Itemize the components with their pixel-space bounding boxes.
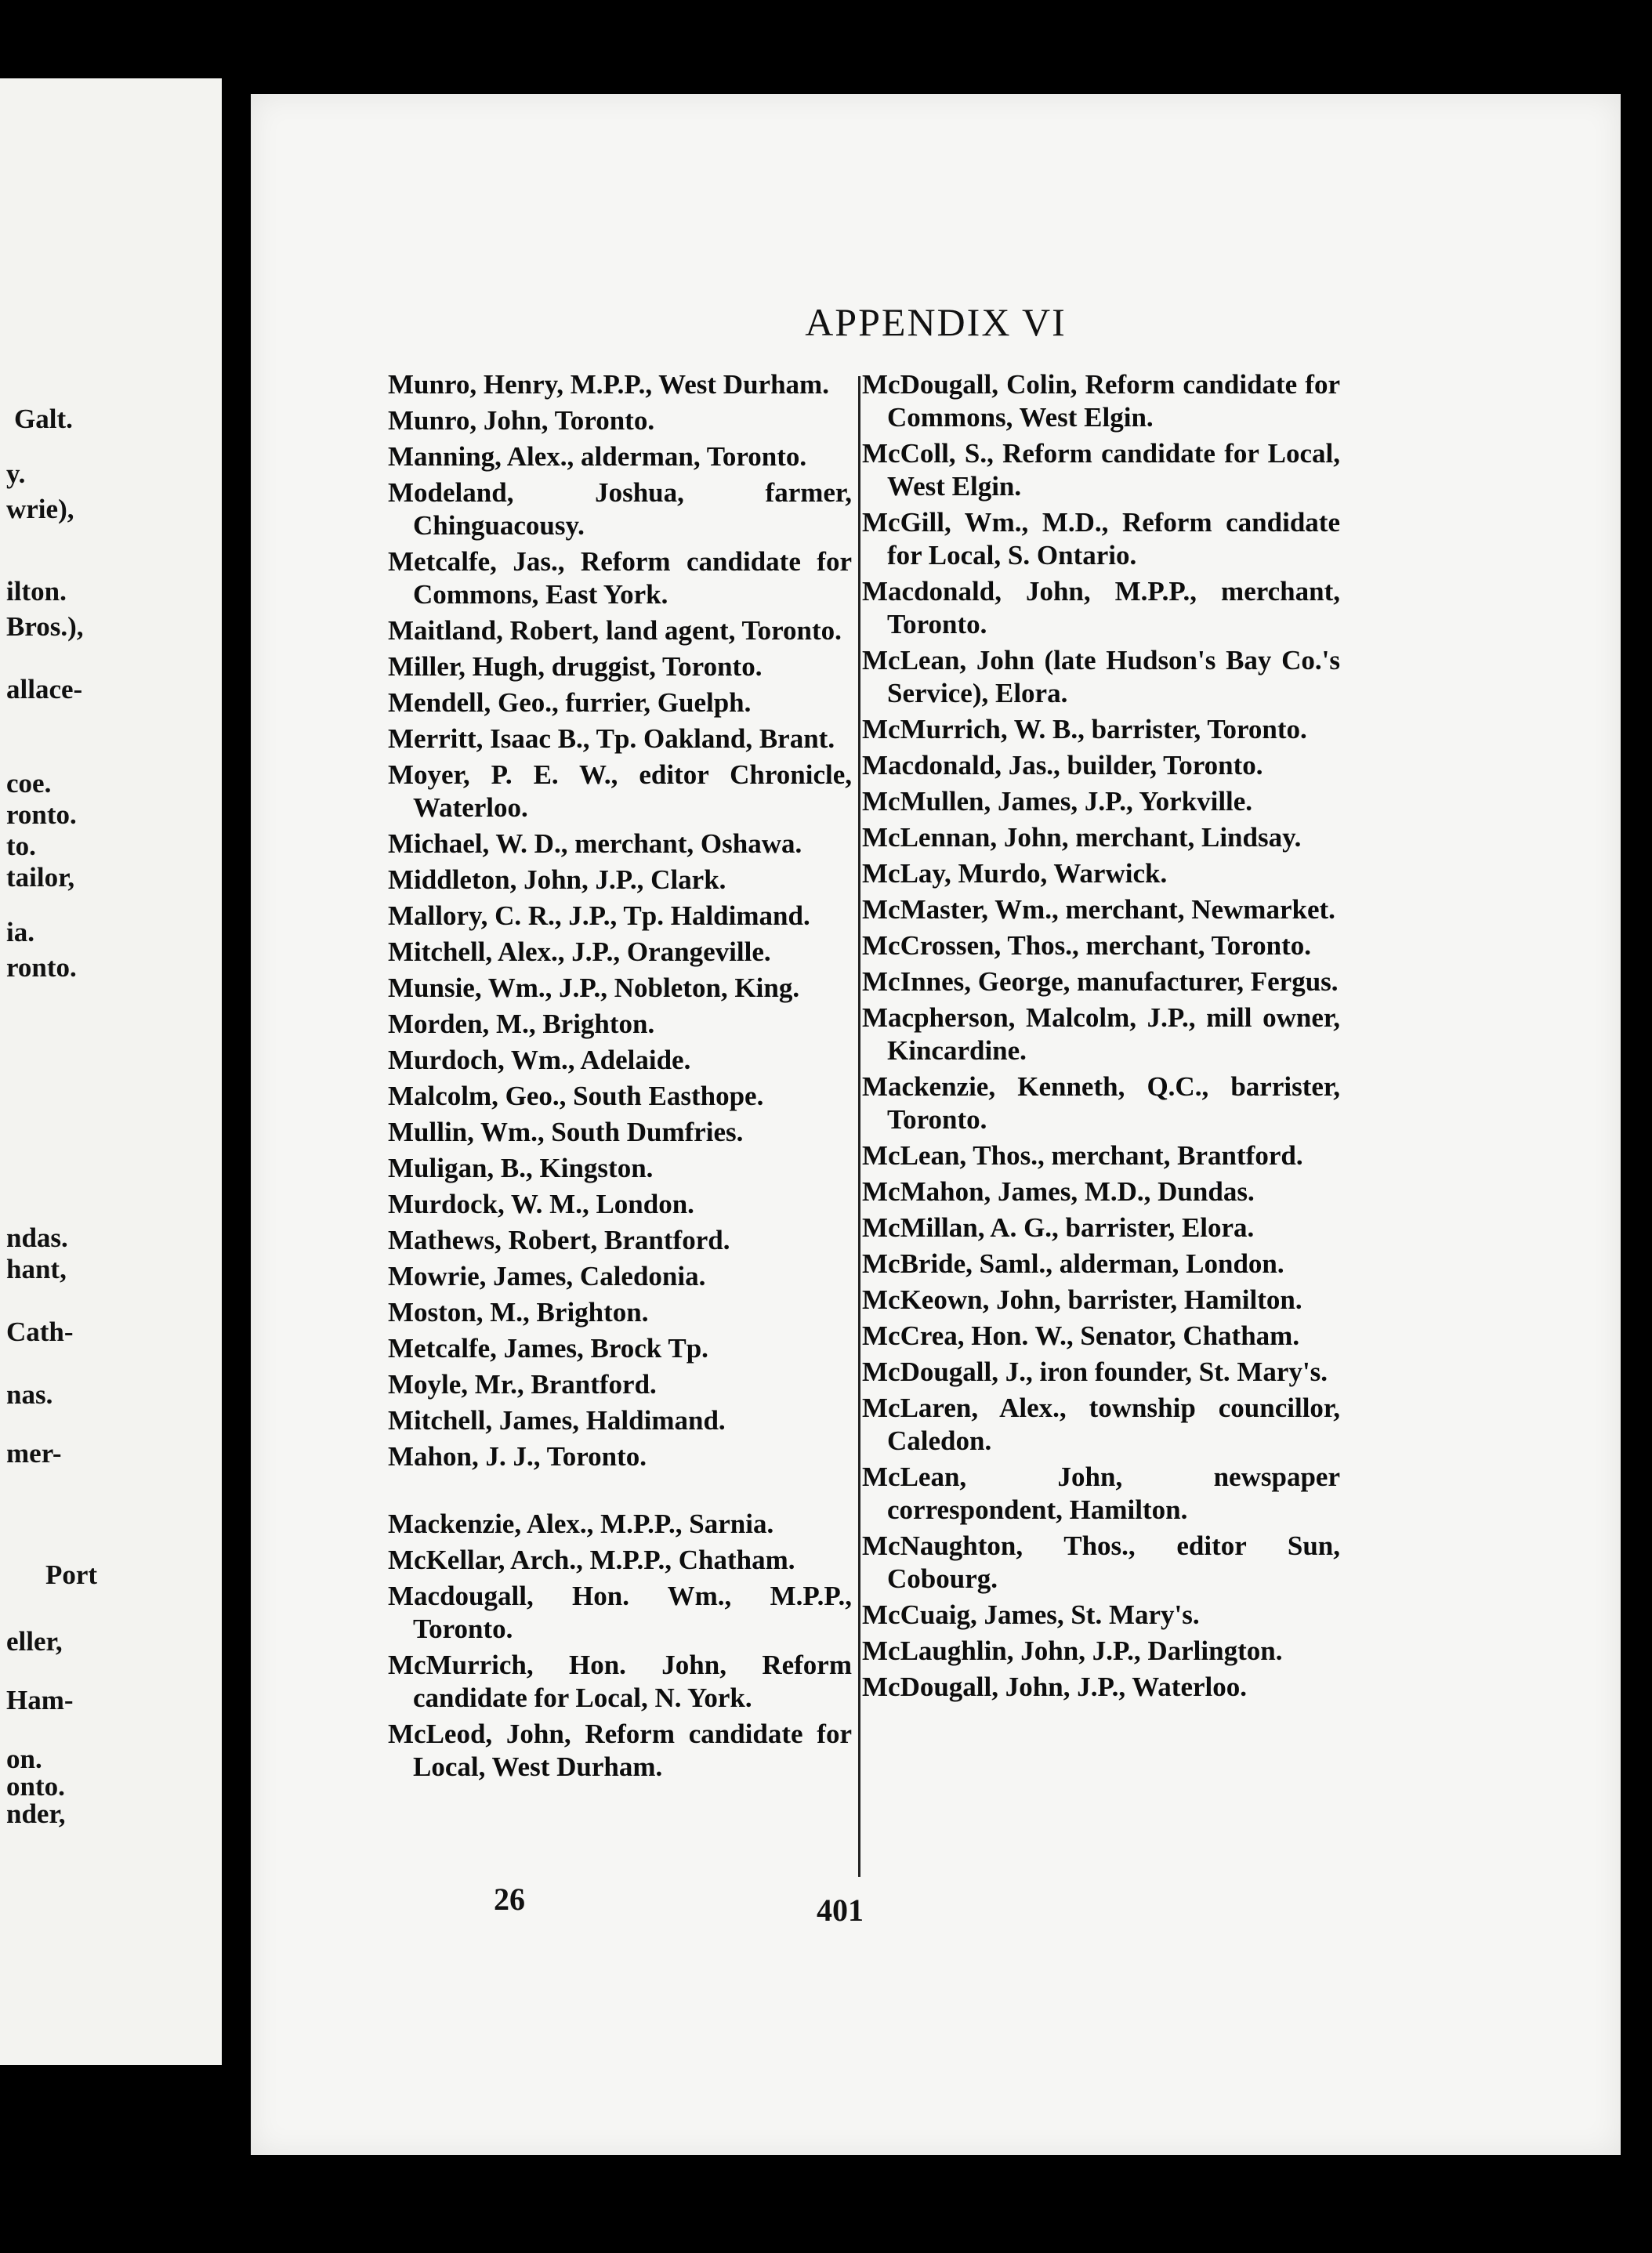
directory-entry: McLean, John (late Hudson's Bay Co.'s Service), Elora. xyxy=(862,645,1340,708)
fragment: Port xyxy=(45,1559,98,1590)
fragment: wrie), xyxy=(6,494,74,524)
directory-entry: Mendell, Geo., furrier, Guelph. xyxy=(388,687,752,718)
directory-entry: Mullin, Wm., South Dumfries. xyxy=(388,1117,744,1147)
directory-entry: McKellar, Arch., M.P.P., Chatham. xyxy=(388,1545,795,1575)
directory-entry: Mackenzie, Alex., M.P.P., Sarnia. xyxy=(388,1509,774,1539)
right-column xyxy=(862,368,1340,1707)
left-column xyxy=(388,368,852,1787)
directory-entry: McLaughlin, John, J.P., Darlington. xyxy=(862,1635,1283,1666)
directory-entry: Modeland, Joshua, farmer, Chinguacousy. xyxy=(388,477,852,541)
directory-entry: Murdoch, Wm., Adelaide. xyxy=(388,1045,691,1075)
directory-entry: McMurrich, Hon. John, Reform candidate for Local, N. York. xyxy=(388,1650,852,1713)
directory-entry: Moyle, Mr., Brantford. xyxy=(388,1369,657,1400)
directory-entry: McCuaig, James, St. Mary's. xyxy=(862,1599,1200,1630)
directory-entry: Macdonald, Jas., builder, Toronto. xyxy=(862,750,1263,781)
column-rule xyxy=(858,376,860,1877)
previous-page-fragments xyxy=(0,78,222,2065)
directory-entry: Macdonald, John, M.P.P., merchant, Toronto. xyxy=(862,576,1340,639)
fragment: tailor, xyxy=(6,862,75,893)
directory-entry: McDougall, J., iron founder, St. Mary's. xyxy=(862,1357,1328,1387)
fragment: nder, xyxy=(6,1798,66,1829)
directory-entry: Mathews, Robert, Brantford. xyxy=(388,1225,730,1255)
fragment: ronto. xyxy=(6,799,77,830)
directory-entry: McColl, S., Reform candidate for Local, West Elgin. xyxy=(862,438,1340,502)
directory-entry: Mahon, J. J., Toronto. xyxy=(388,1441,647,1472)
directory-entry: McLean, John, newspaper correspondent, Hamilton. xyxy=(862,1462,1340,1525)
directory-entry: Macpherson, Malcolm, J.P., mill owner, Kincardine. xyxy=(862,1002,1340,1066)
directory-entry: McMurrich, W. B., barrister, Toronto. xyxy=(862,714,1307,744)
directory-entry: Moyer, P. E. W., editor Chronicle, Waterloo. xyxy=(388,759,852,823)
directory-entry: McLennan, John, merchant, Lindsay. xyxy=(862,822,1302,853)
directory-entry: McLaren, Alex., township councillor, Caledon. xyxy=(862,1393,1340,1456)
directory-entry: McGill, Wm., M.D., Reform candidate for Local, S. Ontario. xyxy=(862,507,1340,570)
fragment: onto. xyxy=(6,1771,65,1802)
directory-entry: Miller, Hugh, druggist, Toronto. xyxy=(388,651,763,682)
fragment: eller, xyxy=(6,1626,63,1657)
directory-entry: Mitchell, James, Haldimand. xyxy=(388,1405,726,1436)
fragment: Bros.), xyxy=(6,611,84,642)
directory-entry: Macdougall, Hon. Wm., M.P.P., Toronto. xyxy=(388,1581,852,1644)
fragment: nas. xyxy=(6,1379,53,1410)
directory-entry: Morden, M., Brighton. xyxy=(388,1009,655,1039)
fragment: coe. xyxy=(6,768,52,799)
directory-entry: McCrossen, Thos., merchant, Toronto. xyxy=(862,930,1312,961)
directory-entry: McInnes, George, manufacturer, Fergus. xyxy=(862,966,1339,997)
directory-entry: Mowrie, James, Caledonia. xyxy=(388,1261,706,1291)
directory-entry: McBride, Saml., alderman, London. xyxy=(862,1248,1284,1279)
fragment: Galt. xyxy=(14,404,73,434)
directory-entry: Malcolm, Geo., South Easthope. xyxy=(388,1081,764,1111)
directory-entry: Maitland, Robert, land agent, Toronto. xyxy=(388,615,842,646)
fragment: y. xyxy=(6,458,26,489)
directory-entry: Murdock, W. M., London. xyxy=(388,1189,694,1219)
directory-entry: Moston, M., Brighton. xyxy=(388,1297,649,1328)
previous-page-edge xyxy=(0,78,222,2065)
fragment: ilton. xyxy=(6,576,67,607)
directory-entry: McMaster, Wm., merchant, Newmarket. xyxy=(862,894,1335,925)
fragment: on. xyxy=(6,1744,42,1774)
directory-entry: Michael, W. D., merchant, Oshawa. xyxy=(388,828,802,859)
directory-entry: McMahon, James, M.D., Dundas. xyxy=(862,1176,1255,1207)
fragment: mer- xyxy=(6,1438,62,1469)
directory-entry: Merritt, Isaac B., Tp. Oakland, Brant. xyxy=(388,723,835,754)
directory-entry: Manning, Alex., alderman, Toronto. xyxy=(388,441,807,472)
directory-entry: Munro, Henry, M.P.P., West Durham. xyxy=(388,369,829,400)
page-header: APPENDIX VI xyxy=(805,300,1067,344)
directory-entry: McCrea, Hon. W., Senator, Chatham. xyxy=(862,1320,1300,1351)
fragment: to. xyxy=(6,831,36,861)
directory-entry: Mitchell, Alex., J.P., Orangeville. xyxy=(388,936,771,967)
directory-entry: McDougall, Colin, Reform candidate for Commons, West Elgin. xyxy=(862,369,1340,433)
directory-entry: McNaughton, Thos., editor Sun, Cobourg. xyxy=(862,1530,1340,1594)
directory-entry: Mallory, C. R., J.P., Tp. Haldimand. xyxy=(388,900,810,931)
fragment: Ham- xyxy=(6,1685,74,1715)
directory-entry: Middleton, John, J.P., Clark. xyxy=(388,864,726,895)
directory-entry: McDougall, John, J.P., Waterloo. xyxy=(862,1672,1247,1702)
fragment: ndas. xyxy=(6,1222,68,1253)
directory-entry: Munsie, Wm., J.P., Nobleton, King. xyxy=(388,973,800,1003)
directory-entry: Metcalfe, James, Brock Tp. xyxy=(388,1333,708,1364)
directory-entry: Muligan, B., Kingston. xyxy=(388,1153,654,1183)
directory-entry: McLeod, John, Reform candidate for Local, West Durham. xyxy=(388,1719,852,1782)
fragment: Cath- xyxy=(6,1317,74,1347)
fragment: allace- xyxy=(6,674,83,705)
fragment: hant, xyxy=(6,1254,67,1284)
directory-entry: Munro, John, Toronto. xyxy=(388,405,655,436)
signature-mark: 26 xyxy=(494,1882,525,1917)
directory-entry: McLay, Murdo, Warwick. xyxy=(862,858,1168,889)
page-number: 401 xyxy=(817,1893,864,1928)
directory-entry: McMullen, James, J.P., Yorkville. xyxy=(862,786,1253,817)
fragment: ronto. xyxy=(6,952,77,983)
book-page xyxy=(251,94,1621,2155)
directory-entry: Metcalfe, Jas., Reform candidate for Commons, East York. xyxy=(388,546,852,610)
fragment: ia. xyxy=(6,917,34,947)
directory-entry: McMillan, A. G., barrister, Elora. xyxy=(862,1212,1255,1243)
directory-entry: McKeown, John, barrister, Hamilton. xyxy=(862,1284,1302,1315)
directory-entry: McLean, Thos., merchant, Brantford. xyxy=(862,1140,1303,1171)
directory-entry: Mackenzie, Kenneth, Q.C., barrister, Toronto. xyxy=(862,1071,1340,1135)
column-gap xyxy=(388,1476,852,1508)
